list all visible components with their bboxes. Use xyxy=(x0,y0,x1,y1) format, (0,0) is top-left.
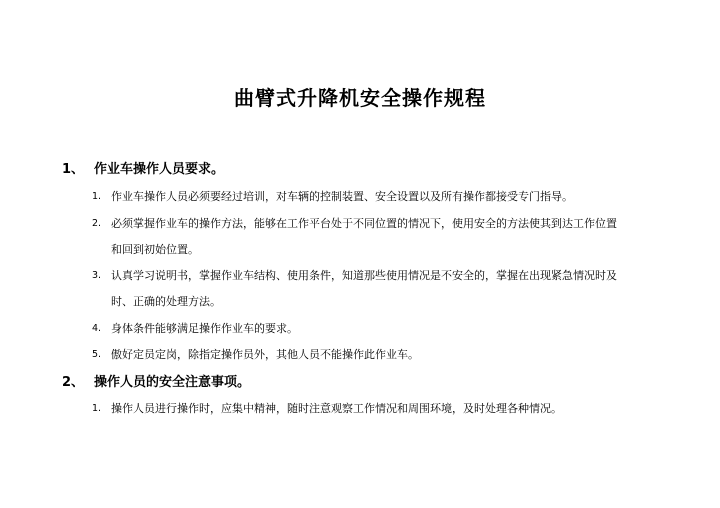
section-title: 作业车操作人员要求。 xyxy=(94,162,225,177)
item-text-line: 必须掌握作业车的操作方法，能够在工作平台处于不同位置的情况下，使用安全的方法使其到达工作位置 xyxy=(111,217,617,230)
list-item xyxy=(92,342,672,368)
section-number: 1、 xyxy=(62,162,85,177)
section-heading xyxy=(62,373,250,393)
item-text-line: 和回到初始位置。 xyxy=(111,243,199,256)
section-heading xyxy=(62,160,224,180)
list-item xyxy=(92,184,672,210)
list-item xyxy=(92,211,672,263)
item-number: 5. xyxy=(92,349,102,360)
list-item xyxy=(92,316,672,342)
list-item xyxy=(92,396,672,422)
item-text-line: 身体条件能够满足操作作业车的要求。 xyxy=(111,322,298,335)
item-number: 4. xyxy=(92,323,102,334)
section-title: 操作人员的安全注意事项。 xyxy=(94,375,251,390)
item-number: 3. xyxy=(92,270,102,281)
item-text-line: 作业车操作人员必须要经过培训，对车辆的控制装置、安全设置以及所有操作都接受专门指导。 xyxy=(111,190,573,203)
item-number: 2. xyxy=(92,218,102,229)
item-text-line: 操作人员进行操作时，应集中精神，随时注意观察工作情况和周围环境，及时处理各种情况。 xyxy=(111,402,562,415)
item-text-line: 傲好定员定岗，除指定操作员外，其他人员不能操作此作业车。 xyxy=(111,348,419,361)
document-title: 曲臂式升降机安全操作规程 xyxy=(234,86,486,110)
item-text-line: 认真学习说明书，掌握作业车结构、使用条件，知道那些使用情况是不安全的，掌握在出现紧急情况时及 xyxy=(111,269,617,282)
list-item xyxy=(92,263,672,315)
item-text-line: 时、正确的处理方法。 xyxy=(111,295,221,308)
section-number: 2、 xyxy=(62,375,85,390)
item-number: 1. xyxy=(92,403,102,414)
item-number: 1. xyxy=(92,191,102,202)
